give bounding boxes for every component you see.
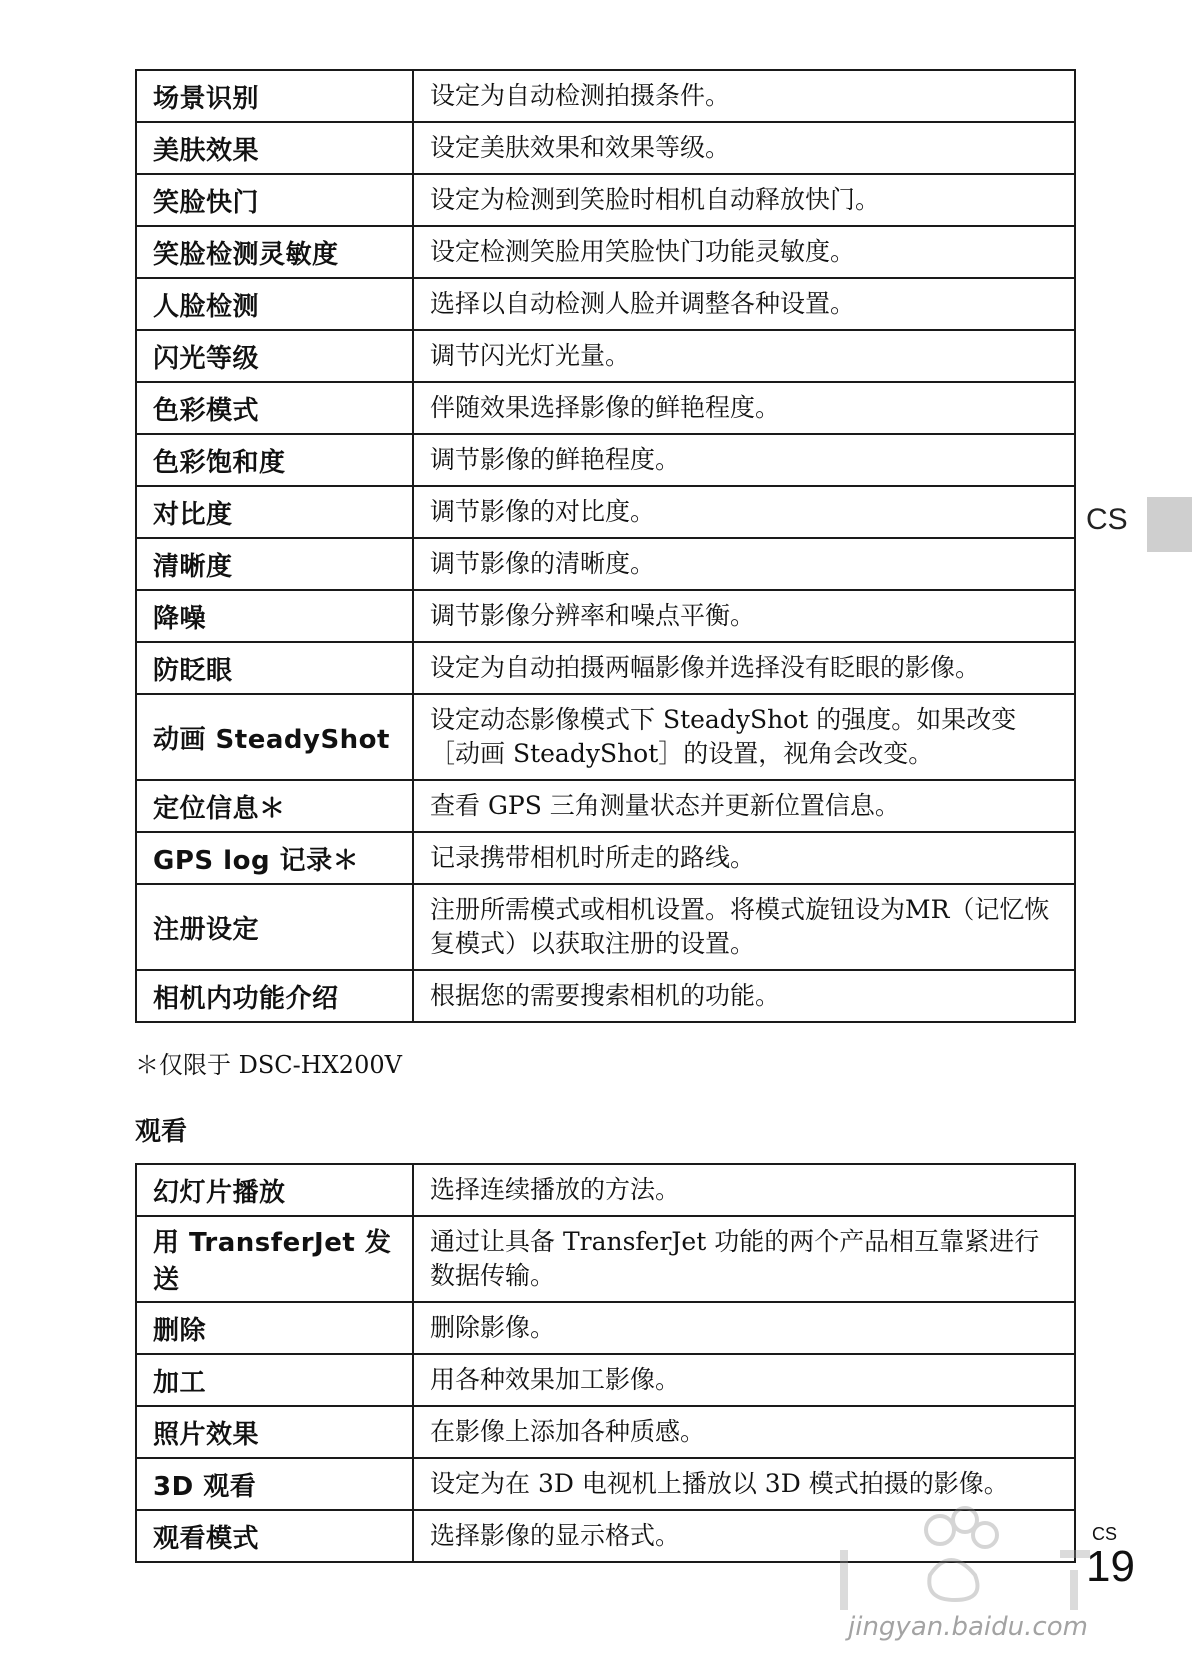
setting-description: 调节影像的清晰度。 (413, 538, 1075, 590)
setting-description: 设定为自动拍摄两幅影像并选择没有眨眼的影像。 (413, 642, 1075, 694)
table-row (136, 434, 1075, 486)
setting-description: 调节影像的对比度。 (413, 486, 1075, 538)
side-tab-marker (1147, 497, 1192, 552)
table-row (136, 970, 1075, 1022)
setting-description: 设定为自动检测拍摄条件。 (413, 70, 1075, 122)
table-row (136, 486, 1075, 538)
table-row (136, 538, 1075, 590)
setting-name: 清晰度 (136, 538, 413, 590)
table-row (136, 1164, 1075, 1216)
table-row (136, 382, 1075, 434)
setting-name: 闪光等级 (136, 330, 413, 382)
table-row (136, 278, 1075, 330)
setting-name: 场景识别 (136, 70, 413, 122)
setting-description: 选择以自动检测人脸并调整各种设置。 (413, 278, 1075, 330)
setting-description: 根据您的需要搜索相机的功能。 (413, 970, 1075, 1022)
setting-description: 设定为在 3D 电视机上播放以 3D 模式拍摄的影像。 (413, 1458, 1075, 1510)
setting-description: 通过让具备 TransferJet 功能的两个产品相互靠紧进行数据传输。 (413, 1216, 1075, 1302)
table-row (136, 1406, 1075, 1458)
table-row (136, 642, 1075, 694)
settings-table (135, 69, 1076, 1023)
table-row (136, 122, 1075, 174)
setting-description: 在影像上添加各种质感。 (413, 1406, 1075, 1458)
setting-description: 注册所需模式或相机设置。将模式旋钮设为MR（记忆恢复模式）以获取注册的设置。 (413, 884, 1075, 970)
setting-name: 注册设定 (136, 884, 413, 970)
setting-name: 降噪 (136, 590, 413, 642)
setting-description: 选择影像的显示格式。 (413, 1510, 1075, 1562)
table-row (136, 1216, 1075, 1302)
setting-description: 设定为检测到笑脸时相机自动释放快门。 (413, 174, 1075, 226)
setting-description: 查看 GPS 三角测量状态并更新位置信息。 (413, 780, 1075, 832)
watermark-url: jingyan.baidu.com (848, 1612, 1088, 1642)
setting-name: 用 TransferJet 发送 (136, 1216, 413, 1302)
setting-description: 删除影像。 (413, 1302, 1075, 1354)
setting-description: 记录携带相机时所走的路线。 (413, 832, 1075, 884)
setting-description: 设定美肤效果和效果等级。 (413, 122, 1075, 174)
setting-description: 用各种效果加工影像。 (413, 1354, 1075, 1406)
setting-name: 观看模式 (136, 1510, 413, 1562)
setting-name: 3D 观看 (136, 1458, 413, 1510)
setting-name: 人脸检测 (136, 278, 413, 330)
setting-description: 设定动态影像模式下 SteadyShot 的强度。如果改变［动画 SteadyShot］的设置，视角会改变。 (413, 694, 1075, 780)
setting-name: 美肤效果 (136, 122, 413, 174)
setting-name: 对比度 (136, 486, 413, 538)
setting-name: 动画 SteadyShot (136, 694, 413, 780)
setting-name: 防眨眼 (136, 642, 413, 694)
setting-description: 选择连续播放的方法。 (413, 1164, 1075, 1216)
page-language-code: CS (1092, 1524, 1118, 1544)
setting-name: 定位信息＊ (136, 780, 413, 832)
setting-name: 加工 (136, 1354, 413, 1406)
setting-name: 删除 (136, 1302, 413, 1354)
setting-name: 笑脸快门 (136, 174, 413, 226)
setting-name: 相机内功能介绍 (136, 970, 413, 1022)
setting-description: 伴随效果选择影像的鲜艳程度。 (413, 382, 1075, 434)
table-row (136, 694, 1075, 780)
section-heading: 观看 (135, 1117, 188, 1147)
table-row (136, 174, 1075, 226)
table-row (136, 780, 1075, 832)
table-row (136, 884, 1075, 970)
setting-description: 调节影像分辨率和噪点平衡。 (413, 590, 1075, 642)
setting-name: 色彩模式 (136, 382, 413, 434)
table-row (136, 1302, 1075, 1354)
page-number: 19 (1086, 1542, 1135, 1591)
setting-description: 设定检测笑脸用笑脸快门功能灵敏度。 (413, 226, 1075, 278)
table-row (136, 1354, 1075, 1406)
setting-name: 色彩饱和度 (136, 434, 413, 486)
side-tab-label: CS (1086, 503, 1128, 536)
table-row (136, 590, 1075, 642)
table-row (136, 226, 1075, 278)
setting-name: 幻灯片播放 (136, 1164, 413, 1216)
setting-name: GPS log 记录＊ (136, 832, 413, 884)
setting-name: 照片效果 (136, 1406, 413, 1458)
table-row (136, 330, 1075, 382)
setting-description: 调节闪光灯光量。 (413, 330, 1075, 382)
table-row (136, 832, 1075, 884)
footnote: ＊仅限于 DSC-HX200V (135, 1051, 402, 1079)
setting-description: 调节影像的鲜艳程度。 (413, 434, 1075, 486)
table-row (136, 70, 1075, 122)
setting-name: 笑脸检测灵敏度 (136, 226, 413, 278)
